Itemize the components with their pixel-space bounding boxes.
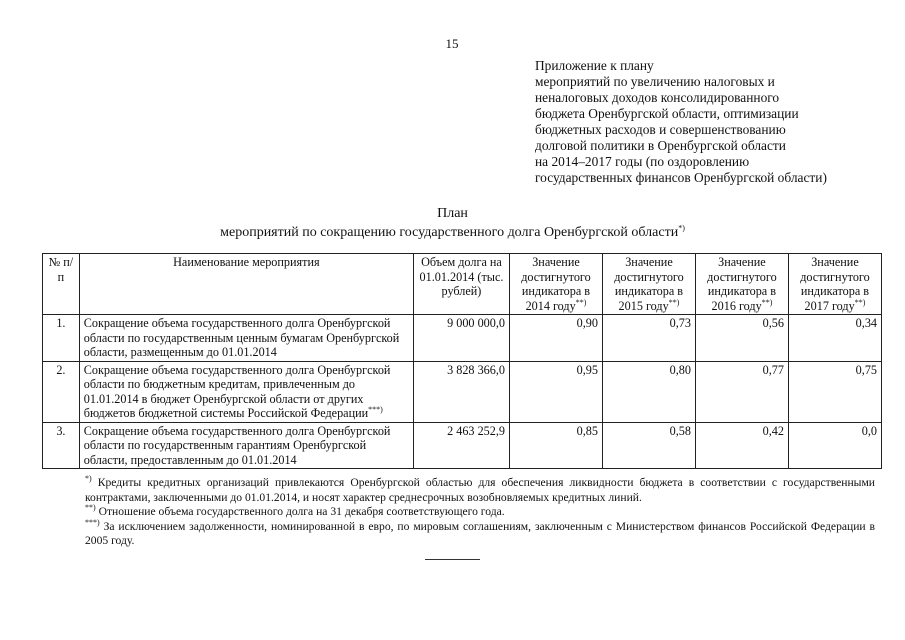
header-2016 — [695, 254, 788, 315]
row-debt: 9 000 000,0 — [413, 315, 509, 362]
row-2014: 0,90 — [509, 315, 602, 362]
plan-title: План — [437, 206, 468, 221]
appendix-heading — [535, 58, 880, 186]
row-name — [79, 315, 413, 362]
row-name-text: Сокращение объема государственного долга Оренбургской области по государственным гарантиям Оренбургской области, предоставленным до 01.01.2014 — [83, 423, 391, 467]
footnote — [85, 517, 875, 549]
header-2017 — [788, 254, 881, 315]
appendix-line: бюджета Оренбургской области, оптимизации — [535, 106, 799, 121]
footnote-mark: ***) — [85, 517, 100, 527]
row-2014: 0,95 — [509, 361, 602, 422]
footnote-mark: *) — [678, 223, 685, 233]
row-debt: 2 463 252,9 — [413, 422, 509, 469]
table-row — [43, 422, 882, 469]
footnote-mark: **) — [575, 297, 587, 307]
row-2015: 0,58 — [602, 422, 695, 469]
footnote-mark: *) — [85, 474, 92, 484]
row-2014: 0,85 — [509, 422, 602, 469]
plan-subtitle-text: мероприятий по сокращению государственного долга Оренбургской области — [220, 225, 679, 240]
header-2016-text: Значение достигнутого индикатора в 2016 году — [707, 255, 777, 313]
row-num: 3. — [43, 422, 80, 469]
footnote — [85, 476, 875, 505]
footnote-mark: **) — [854, 297, 866, 307]
header-2017-text: Значение достигнутого индикатора в 2017 году — [800, 255, 870, 313]
appendix-line: на 2014–2017 годы (по оздоровлению — [535, 154, 750, 169]
footer-divider — [425, 559, 480, 560]
header-debt: Объем долга на 01.01.2014 (тыс. рублей) — [413, 254, 509, 315]
appendix-line: неналоговых доходов консолидированного — [535, 90, 780, 105]
row-2017: 0,34 — [788, 315, 881, 362]
footnote-mark: ***) — [368, 404, 383, 414]
footnote-text: Кредиты кредитных организаций привлекаются Оренбургской областью для обеспечения ликвидности бюджета в соответствии с государственными контрактами, заключенными до 01.01.2014, и носят характер среднесрочных возобновляемых кредитных линий. — [85, 476, 875, 504]
row-num: 2. — [43, 361, 80, 422]
page-number: 15 — [445, 36, 459, 51]
table-header-row — [43, 254, 882, 315]
row-2017: 0,0 — [788, 422, 881, 469]
row-name-text: Сокращение объема государственного долга Оренбургской области по государственным ценным бумагам Оренбургской области, размещенным до 01.01.2014 — [83, 316, 400, 359]
appendix-line: долговой политики в Оренбургской области — [535, 138, 786, 153]
header-2014-text: Значение достигнутого индикатора в 2014 году — [521, 255, 591, 313]
footnotes — [85, 476, 875, 549]
row-2016: 0,77 — [695, 361, 788, 422]
row-name — [79, 422, 413, 469]
footnote-mark: **) — [761, 297, 773, 307]
header-num: № п/п — [43, 254, 80, 315]
appendix-line: государственных финансов Оренбургской области) — [535, 170, 827, 185]
header-2015-text: Значение достигнутого индикатора в 2015 году — [614, 255, 684, 313]
table-row — [43, 361, 882, 422]
header-name: Наименование мероприятия — [79, 254, 413, 315]
row-2017: 0,75 — [788, 361, 881, 422]
plan-subtitle — [0, 224, 905, 242]
row-name-text: Сокращение объема государственного долга Оренбургской области по бюджетным кредитам, привлеченным до 01.01.2014 в бюджет Оренбургской области от других бюджетов бюджетной системы Российской Федерации — [83, 362, 391, 420]
row-name — [79, 361, 413, 422]
footnote-text: За исключением задолженности, номинированной в евро, по мировым соглашениям, заключенным с Министерством финансов Российской Федерации в 2005 году. — [85, 519, 875, 548]
header-2015 — [602, 254, 695, 315]
row-2016: 0,56 — [695, 315, 788, 362]
footnote-mark: **) — [668, 297, 680, 307]
footnote — [85, 505, 875, 520]
row-2016: 0,42 — [695, 422, 788, 469]
row-2015: 0,80 — [602, 361, 695, 422]
footnote-text: Отношение объема государственного долга на 31 декабря соответствующего года. — [95, 505, 505, 519]
debt-reduction-table — [42, 253, 882, 469]
header-2014 — [509, 254, 602, 315]
footnote-mark: **) — [85, 503, 96, 513]
appendix-line: мероприятий по увеличению налоговых и — [535, 74, 775, 89]
appendix-line: бюджетных расходов и совершенствованию — [535, 122, 786, 137]
row-debt: 3 828 366,0 — [413, 361, 509, 422]
table-row — [43, 315, 882, 362]
row-num: 1. — [43, 315, 80, 362]
appendix-line: Приложение к плану — [535, 58, 654, 73]
row-2015: 0,73 — [602, 315, 695, 362]
